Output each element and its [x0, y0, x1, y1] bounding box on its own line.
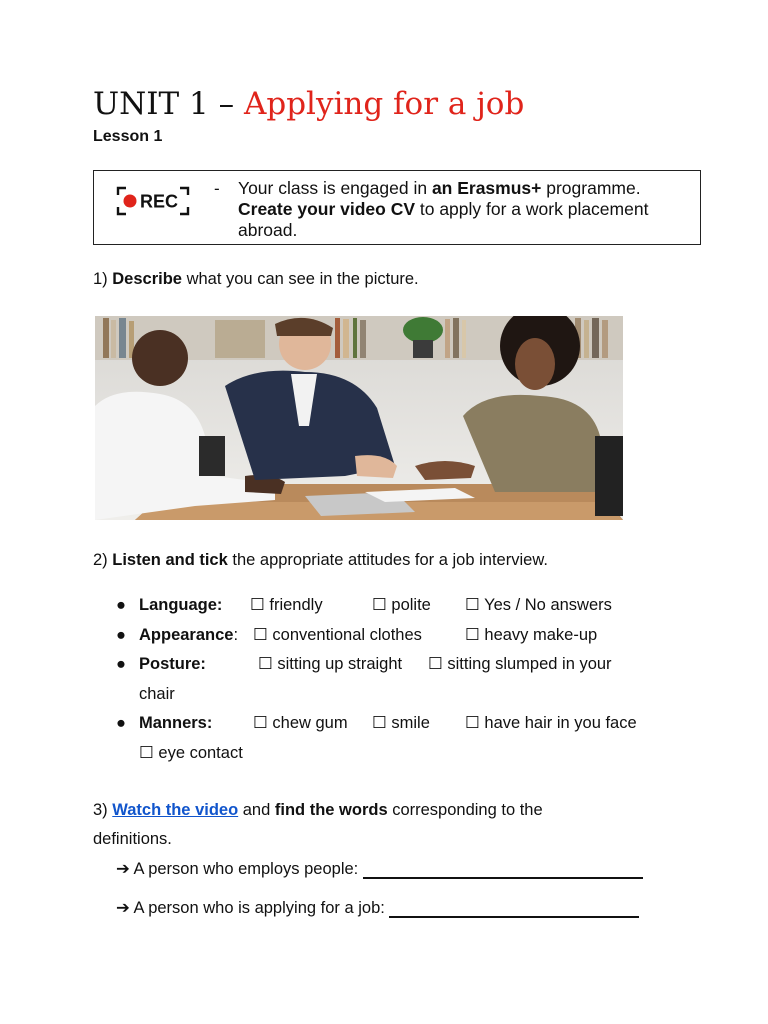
arrow-icon: ➔	[116, 860, 130, 878]
option-label: chew gum	[272, 714, 348, 732]
row-label: Appearance	[139, 625, 234, 644]
checkbox-icon[interactable]: ☐	[372, 596, 387, 614]
definition-item-applicant	[116, 898, 639, 918]
option-hair-in-face[interactable]	[465, 709, 637, 739]
checkbox-icon[interactable]: ☐	[258, 655, 273, 673]
rec-icon	[116, 186, 190, 216]
option-polite[interactable]	[372, 591, 431, 621]
interview-photo	[95, 316, 623, 520]
watch-video-link[interactable]: Watch the video	[112, 801, 239, 819]
question-keyword: Listen and tick	[112, 551, 228, 569]
option-label: friendly	[269, 596, 323, 614]
rec-icon-text: REC	[140, 191, 179, 212]
option-label: eye contact	[158, 743, 243, 762]
question-text: and	[238, 801, 275, 819]
attitude-checklist	[116, 591, 676, 768]
checkbox-icon[interactable]: ☐	[139, 743, 154, 762]
option-sitting-slumped[interactable]	[428, 650, 612, 680]
task-text-bold: an Erasmus+	[431, 178, 542, 198]
checkbox-icon[interactable]: ☐	[253, 625, 268, 644]
option-label: heavy make-up	[484, 625, 598, 644]
task-text-bold: Create your video CV	[238, 199, 415, 219]
page-title	[93, 84, 524, 124]
bullet-icon: ●	[116, 625, 126, 644]
question-text: the appropriate attitudes for a job interview.	[227, 551, 548, 569]
question-text: corresponding to the	[387, 801, 543, 819]
definition-text: A person who is applying for a job:	[133, 899, 385, 917]
option-label: polite	[391, 596, 431, 614]
row-label: Language:	[139, 596, 223, 614]
question-text: what you can see in the picture.	[181, 270, 419, 288]
question-3-line2: definitions.	[93, 830, 172, 848]
definition-item-employer	[116, 859, 643, 879]
task-dash: -	[214, 179, 220, 198]
checklist-row-manners	[116, 709, 676, 739]
task-text	[238, 178, 698, 241]
definition-text: A person who employs people:	[133, 860, 359, 878]
checkbox-icon[interactable]: ☐	[465, 596, 480, 614]
answer-blank[interactable]	[363, 859, 643, 879]
task-box	[93, 170, 701, 245]
option-smile[interactable]	[372, 709, 430, 739]
checklist-row-language	[116, 591, 676, 621]
option-eye-contact[interactable]	[139, 739, 243, 769]
checklist-row-posture-wrap	[116, 680, 676, 710]
task-text-part: programme.	[541, 178, 641, 198]
row-label: Manners:	[139, 714, 213, 732]
option-chew-gum[interactable]	[253, 709, 348, 739]
option-friendly[interactable]	[250, 591, 323, 621]
row-label-wrap	[139, 621, 238, 651]
lesson-label: Lesson 1	[93, 128, 163, 145]
task-text-part: Your class is engaged in	[238, 178, 432, 198]
checkbox-icon[interactable]: ☐	[250, 596, 265, 614]
option-label-wrap: chair	[139, 684, 175, 703]
option-sitting-straight[interactable]	[258, 650, 402, 680]
question-2	[93, 546, 548, 575]
option-label: sitting up straight	[277, 655, 403, 673]
checkbox-icon[interactable]: ☐	[253, 714, 268, 732]
answer-blank[interactable]	[389, 898, 639, 918]
checkbox-icon[interactable]: ☐	[372, 714, 387, 732]
question-number: 2)	[93, 551, 113, 569]
checkbox-icon[interactable]: ☐	[428, 655, 443, 673]
option-heavy-make-up[interactable]	[465, 621, 597, 651]
row-label-colon: :	[233, 625, 239, 644]
bullet-icon: ●	[116, 596, 126, 614]
unit-label: UNIT 1 –	[93, 86, 244, 122]
task-text-part: to apply for a work placement abroad.	[238, 199, 649, 240]
unit-topic: Applying for a job	[243, 86, 525, 122]
question-1	[93, 265, 419, 294]
question-keyword: find the words	[274, 801, 388, 819]
option-label: conventional clothes	[272, 625, 422, 644]
option-label: have hair in you face	[484, 714, 637, 732]
question-3	[93, 796, 543, 825]
option-label: smile	[391, 714, 430, 732]
option-label: sitting slumped in your	[447, 655, 612, 673]
bullet-icon: ●	[116, 655, 126, 673]
checkbox-icon[interactable]: ☐	[465, 625, 480, 644]
checklist-row-appearance	[116, 621, 676, 651]
question-number: 1)	[93, 270, 113, 288]
checklist-row-posture	[116, 650, 676, 680]
option-conventional-clothes[interactable]	[253, 621, 422, 651]
question-number: 3)	[93, 801, 113, 819]
bullet-icon: ●	[116, 714, 126, 732]
checklist-row-manners-wrap	[116, 739, 676, 769]
checkbox-icon[interactable]: ☐	[465, 714, 480, 732]
option-yes-no[interactable]	[465, 591, 612, 621]
question-keyword: Describe	[112, 270, 182, 288]
row-label: Posture:	[139, 655, 206, 673]
arrow-icon: ➔	[116, 899, 130, 917]
option-label: Yes / No answers	[484, 596, 612, 614]
